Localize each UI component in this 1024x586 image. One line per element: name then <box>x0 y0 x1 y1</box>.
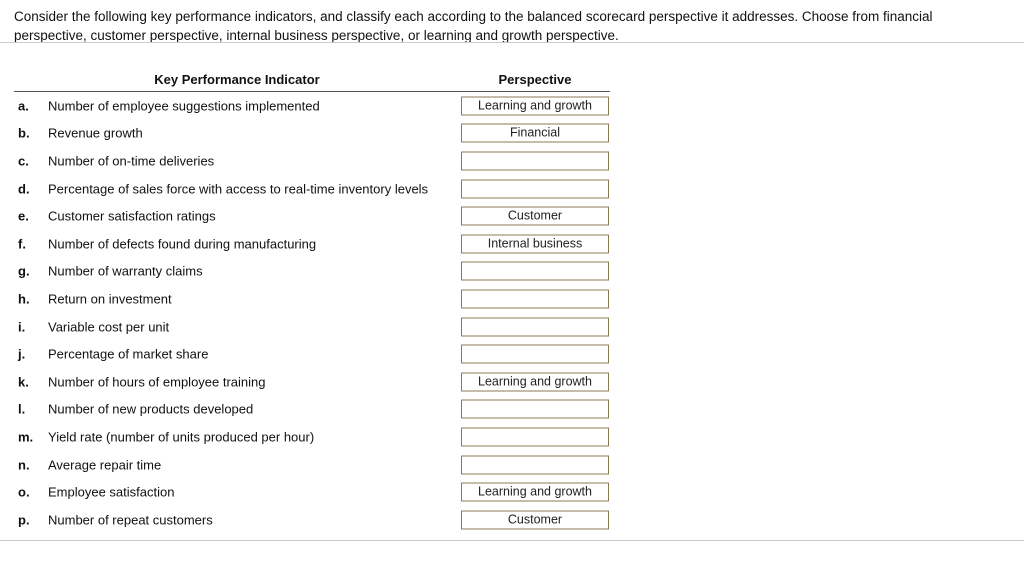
perspective-answer-box[interactable]: Learning and growth <box>461 483 609 502</box>
kpi-label: Revenue growth <box>48 125 143 141</box>
kpi-label: Number of hours of employee training <box>48 374 266 390</box>
row-letter: a. <box>18 98 29 114</box>
perspective-answer-box[interactable]: Internal business <box>461 234 609 253</box>
row-letter: l. <box>18 401 26 417</box>
perspective-answer-box[interactable] <box>461 345 609 364</box>
kpi-label: Customer satisfaction ratings <box>48 208 216 224</box>
kpi-column-header: Key Performance Indicator <box>154 72 320 87</box>
question-instructions: Consider the following key performance indicators, and classify each according to the balanced scorecard perspective it addresses. Choose from financial perspective, customer perspective, internal business perspective, or learning and growth perspective. <box>14 9 933 43</box>
kpi-row <box>14 175 610 203</box>
row-letter: b. <box>18 125 30 141</box>
perspective-column-header: Perspective <box>498 72 572 87</box>
kpi-label: Number of employee suggestions implemented <box>48 98 320 114</box>
kpi-row <box>14 423 610 451</box>
kpi-label: Number of defects found during manufacturing <box>48 236 317 252</box>
kpi-label: Number of repeat customers <box>48 512 213 528</box>
kpi-label: Number of on-time deliveries <box>48 153 215 169</box>
perspective-answer-box[interactable] <box>461 400 609 419</box>
row-letter: n. <box>18 457 30 473</box>
kpi-row <box>14 313 610 341</box>
row-letter: i. <box>18 319 26 335</box>
kpi-row <box>14 340 610 368</box>
top-divider <box>0 42 1024 43</box>
kpi-label: Yield rate (number of units produced per hour) <box>48 429 315 445</box>
perspective-answer-box[interactable]: Learning and growth <box>461 96 609 115</box>
perspective-answer-box[interactable]: Financial <box>461 124 609 143</box>
kpi-row <box>14 478 610 506</box>
perspective-answer-box[interactable] <box>461 289 609 308</box>
kpi-row <box>14 396 610 424</box>
kpi-row <box>14 506 610 534</box>
kpi-row <box>14 147 610 175</box>
perspective-answer-box[interactable]: Learning and growth <box>461 372 609 391</box>
kpi-row <box>14 230 610 258</box>
kpi-row <box>14 368 610 396</box>
kpi-label: Percentage of sales force with access to real-time inventory levels <box>48 181 429 197</box>
perspective-answer-box[interactable] <box>461 262 609 281</box>
kpi-label: Number of new products developed <box>48 401 254 417</box>
row-letter: g. <box>18 263 30 279</box>
kpi-row <box>14 202 610 230</box>
table-header-row <box>14 70 610 92</box>
perspective-answer-box[interactable] <box>461 427 609 446</box>
row-letter: k. <box>18 374 29 390</box>
kpi-label: Variable cost per unit <box>48 319 170 335</box>
perspective-answer-box[interactable]: Customer <box>461 510 609 529</box>
kpi-row <box>14 92 610 120</box>
kpi-label: Employee satisfaction <box>48 484 175 500</box>
kpi-label: Return on investment <box>48 291 172 307</box>
row-letter: f. <box>18 236 26 252</box>
perspective-answer-box[interactable] <box>461 455 609 474</box>
kpi-label: Percentage of market share <box>48 346 209 362</box>
kpi-table <box>14 70 610 534</box>
row-letter: p. <box>18 512 30 528</box>
row-letter: j. <box>18 346 26 362</box>
row-letter: h. <box>18 291 30 307</box>
kpi-row <box>14 120 610 148</box>
kpi-row <box>14 451 610 479</box>
kpi-label: Number of warranty claims <box>48 263 203 279</box>
perspective-answer-box[interactable] <box>461 179 609 198</box>
perspective-answer-box[interactable] <box>461 317 609 336</box>
table-body <box>14 92 610 534</box>
kpi-row <box>14 285 610 313</box>
row-letter: c. <box>18 153 29 169</box>
row-letter: e. <box>18 208 29 224</box>
row-letter: o. <box>18 484 30 500</box>
row-letter: m. <box>18 429 34 445</box>
kpi-label: Average repair time <box>48 457 162 473</box>
kpi-row <box>14 258 610 286</box>
bottom-divider <box>0 540 1024 541</box>
perspective-answer-box[interactable] <box>461 151 609 170</box>
perspective-answer-box[interactable]: Customer <box>461 207 609 226</box>
row-letter: d. <box>18 181 30 197</box>
